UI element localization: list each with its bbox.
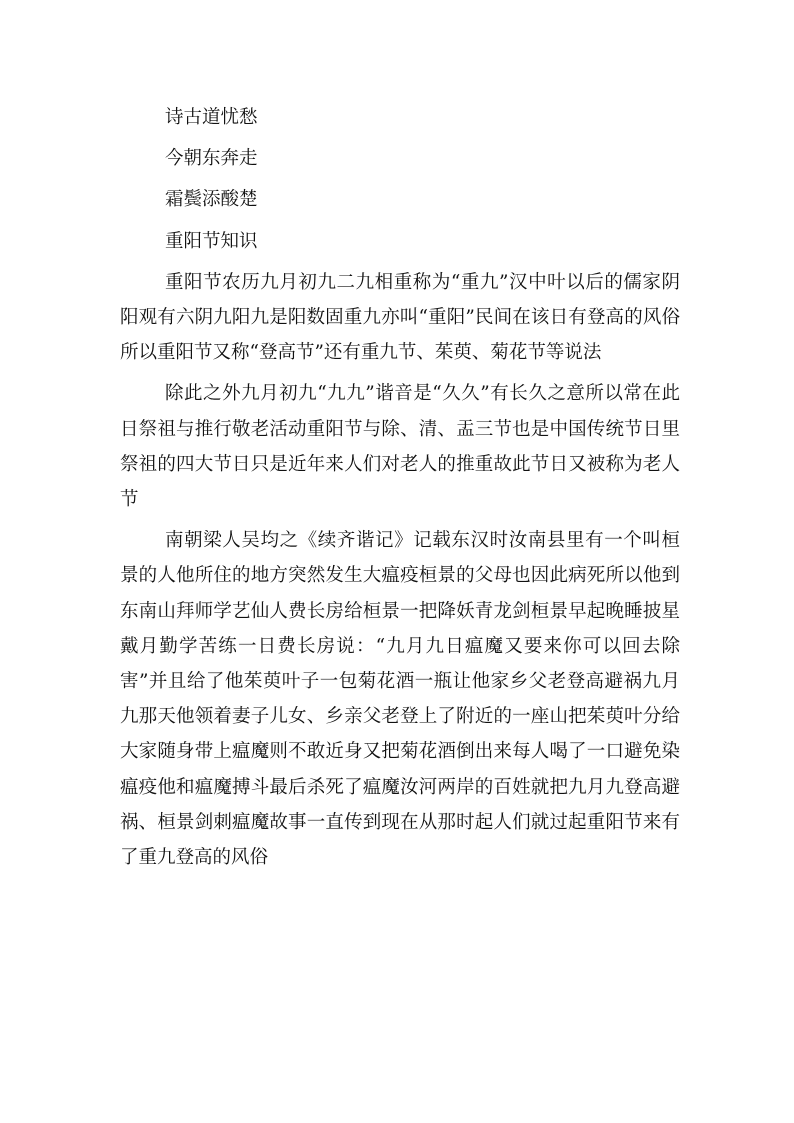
document-page [120,100,680,881]
poem-line-2: 今朝东奔走 [165,148,258,170]
paragraph-3: 南朝梁人吴均之《续齐谐记》记载东汉时汝南县里有一个叫桓景的人他所住的地方突然发生大瘟疫桓景的父母也因此病死所以他到东南山拜师学艺仙人费长房给桓景一把降妖青龙剑桓景早起晚睡披星戴月勤学苦练一日费长房说：“九月九日瘟魔又要来你可以回去除害”并且给了他茱萸叶子一包菊花酒一瓶让他家乡父老登高避祸九月九那天他领着妻子儿女、乡亲父老登上了附近的一座山把茱萸叶分给大家随身带上瘟魔则不敢近身又把菊花酒倒出来每人喝了一口避免染瘟疫他和瘟魔搏斗最后杀死了瘟魔汝河两岸的百姓就把九月九登高避祸、桓景剑刺瘟魔故事一直传到现在从那时起人们就过起重阳节来有了重九登高的风俗 [120,530,680,869]
paragraph-2: 除此之外九月初九“九九”谐音是“久久”有长久之意所以常在此日祭祖与推行敬老活动重阳节与除、清、盂三节也是中国传统节日里祭祖的四大节日只是近年来人们对老人的推重故此节日又被称为老人节 [120,383,680,511]
section-title: 重阳节知识 [165,230,258,252]
paragraph-1: 重阳节农历九月初九二九相重称为“重九”汉中叶以后的儒家阴阳观有六阴九阳九是阳数固重九亦叫“重阳”民间在该日有登高的风俗所以重阳节又称“登高节”还有重九节、茱萸、菊花节等说法 [120,271,680,364]
poem-line-3: 霜鬓添酸楚 [165,189,258,211]
poem-line-1: 诗古道忧愁 [165,107,258,128]
